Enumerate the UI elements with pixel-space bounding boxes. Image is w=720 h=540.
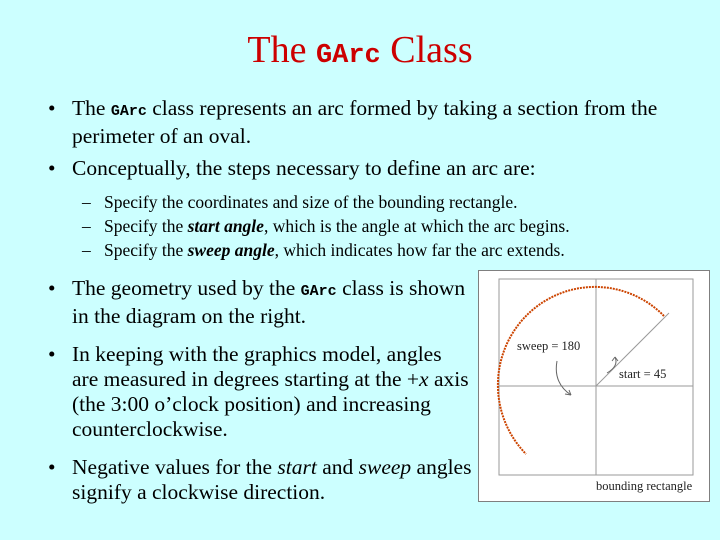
- garc-diagram-svg: [479, 271, 711, 503]
- sub-text-post: , which indicates how far the arc extends.: [274, 240, 565, 260]
- sub-dash: –: [82, 216, 91, 236]
- sweep-label: sweep = 180: [517, 339, 581, 353]
- sub-text-pre: Specify the: [104, 240, 188, 260]
- bullet-dot: •: [48, 156, 56, 180]
- sub-text: Specify the coordinates and size of the bounding rectangle.: [104, 192, 518, 212]
- title-suffix: Class: [380, 29, 473, 71]
- bullet-text-post: class represents an arc formed by taking a section from the perimeter of an oval.: [72, 96, 658, 148]
- start-label: start = 45: [619, 367, 667, 381]
- bullet-text-pre: Negative values for the: [72, 455, 278, 479]
- bullet-var-x: x: [419, 367, 429, 391]
- bullet-text-mid: and: [316, 455, 359, 479]
- subbullet-sweep-angle: [82, 238, 565, 262]
- bullet-text-pre: In keeping with the graphics model, angles are measured in degrees starting at the +: [72, 342, 442, 391]
- sub-emph: sweep angle: [187, 240, 275, 260]
- slide-title: [0, 28, 720, 78]
- bullet-dot: •: [48, 342, 56, 366]
- sub-dash: –: [82, 192, 91, 212]
- subbullet-bounding-rectangle: [82, 190, 518, 214]
- bullet-dot: •: [48, 455, 56, 479]
- sub-emph: start angle: [187, 216, 264, 236]
- sub-text-pre: Specify the: [104, 216, 188, 236]
- bullet-dot: •: [48, 96, 56, 120]
- bullet-dot: •: [48, 276, 56, 300]
- bullet-graphics-model: [48, 342, 472, 442]
- bullet-geometry: [48, 276, 472, 329]
- bullet-text-post: angles signify a clockwise direction.: [72, 455, 472, 504]
- bullet-text-post: class is shown in the diagram on the right.: [72, 276, 466, 328]
- bullet-text-post: axis (the 3:00 o’clock position) and increasing counterclockwise.: [72, 367, 469, 441]
- sweep-arrow: [556, 361, 571, 395]
- bullet-em-sweep: sweep: [358, 455, 412, 479]
- bullet-negative-values: [48, 455, 472, 505]
- title-prefix: The: [247, 29, 316, 71]
- bullet-garc-definition: [48, 96, 672, 149]
- bounding-rectangle-label: bounding rectangle: [596, 479, 693, 493]
- bullet-text-pre: The: [72, 96, 111, 120]
- bullet-conceptual-steps: [48, 156, 692, 181]
- bullet-text: Conceptually, the steps necessary to define an arc are:: [72, 156, 536, 180]
- subbullet-start-angle: [82, 214, 570, 238]
- sub-dash: –: [82, 240, 91, 260]
- bullet-code: GArc: [300, 283, 337, 300]
- garc-diagram: [478, 270, 710, 502]
- title-code: GArc: [315, 41, 381, 71]
- bullet-text-pre: The geometry used by the: [72, 276, 301, 300]
- sub-text-post: , which is the angle at which the arc begins.: [263, 216, 570, 236]
- bullet-em-start: start: [277, 455, 317, 479]
- bullet-code: GArc: [110, 103, 147, 120]
- start-arrowhead: [612, 357, 618, 361]
